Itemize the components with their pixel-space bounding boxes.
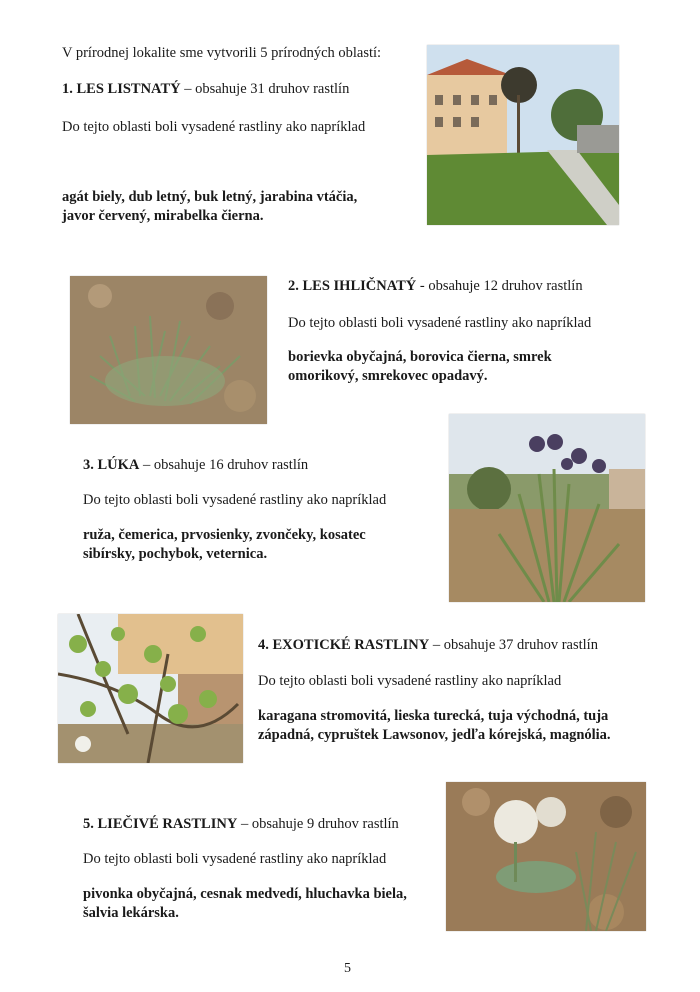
intro-text: V prírodnej lokalite sme vytvorili 5 prírodných oblastí:: [62, 45, 382, 61]
section-4-plants: karagana stromovitá, lieska turecká, tuja východná, tuja západná, cypruštek Lawsonov, jedľa kórejská, magnólia.: [258, 708, 611, 743]
section-4-photo: [58, 614, 243, 763]
section-5-intro: Do tejto oblasti boli vysadené rastliny ako napríklad: [83, 851, 387, 867]
section-2-heading: [288, 277, 583, 296]
section-3-plants: ruža, čemerica, prvosienky, zvončeky, kosatec sibírsky, pochybok, veternica.: [83, 527, 366, 562]
section-2-plants: borievka obyčajná, borovica čierna, smrek omorikový, smrekovec opadavý.: [288, 349, 552, 384]
section-3-photo: [449, 414, 645, 602]
section-4-heading: [258, 636, 598, 655]
section-2-photo: [70, 276, 267, 424]
section-1-count: – obsahuje 31 druhov rastlín: [180, 81, 350, 97]
page-number: 5: [344, 961, 351, 976]
section-3-count: – obsahuje 16 druhov rastlín: [139, 457, 309, 473]
section-5-heading: [83, 815, 399, 834]
section-5-photo: [446, 782, 646, 931]
section-4-intro: Do tejto oblasti boli vysadené rastliny ako napríklad: [258, 673, 562, 689]
section-1-photo: [427, 45, 619, 225]
section-4-count: – obsahuje 37 druhov rastlín: [429, 637, 598, 653]
section-3-heading: [83, 456, 308, 475]
section-5-plants: pivonka obyčajná, cesnak medvedí, hluchavka biela, šalvia lekárska.: [83, 886, 407, 921]
section-4-title: 4. EXOTICKÉ RASTLINY: [258, 637, 430, 653]
section-5-title: 5. LIEČIVÉ RASTLINY: [83, 816, 238, 832]
section-3-title: 3. LÚKA: [83, 457, 140, 473]
section-1-plants: agát biely, dub letný, buk letný, jarabina vtáčia, javor červený, mirabelka čierna.: [62, 189, 358, 224]
section-1-title: 1. LES LISTNATÝ: [62, 81, 181, 97]
section-1-intro: Do tejto oblasti boli vysadené rastliny ako napríklad: [62, 119, 366, 135]
section-3-intro: Do tejto oblasti boli vysadené rastliny ako napríklad: [83, 492, 387, 508]
section-2-title: 2. LES IHLIČNATÝ: [288, 278, 417, 294]
section-1-heading: [62, 80, 349, 99]
section-2-count: - obsahuje 12 druhov rastlín: [416, 278, 583, 294]
section-5-count: – obsahuje 9 druhov rastlín: [237, 816, 399, 832]
section-2-intro: Do tejto oblasti boli vysadené rastliny ako napríklad: [288, 315, 592, 331]
